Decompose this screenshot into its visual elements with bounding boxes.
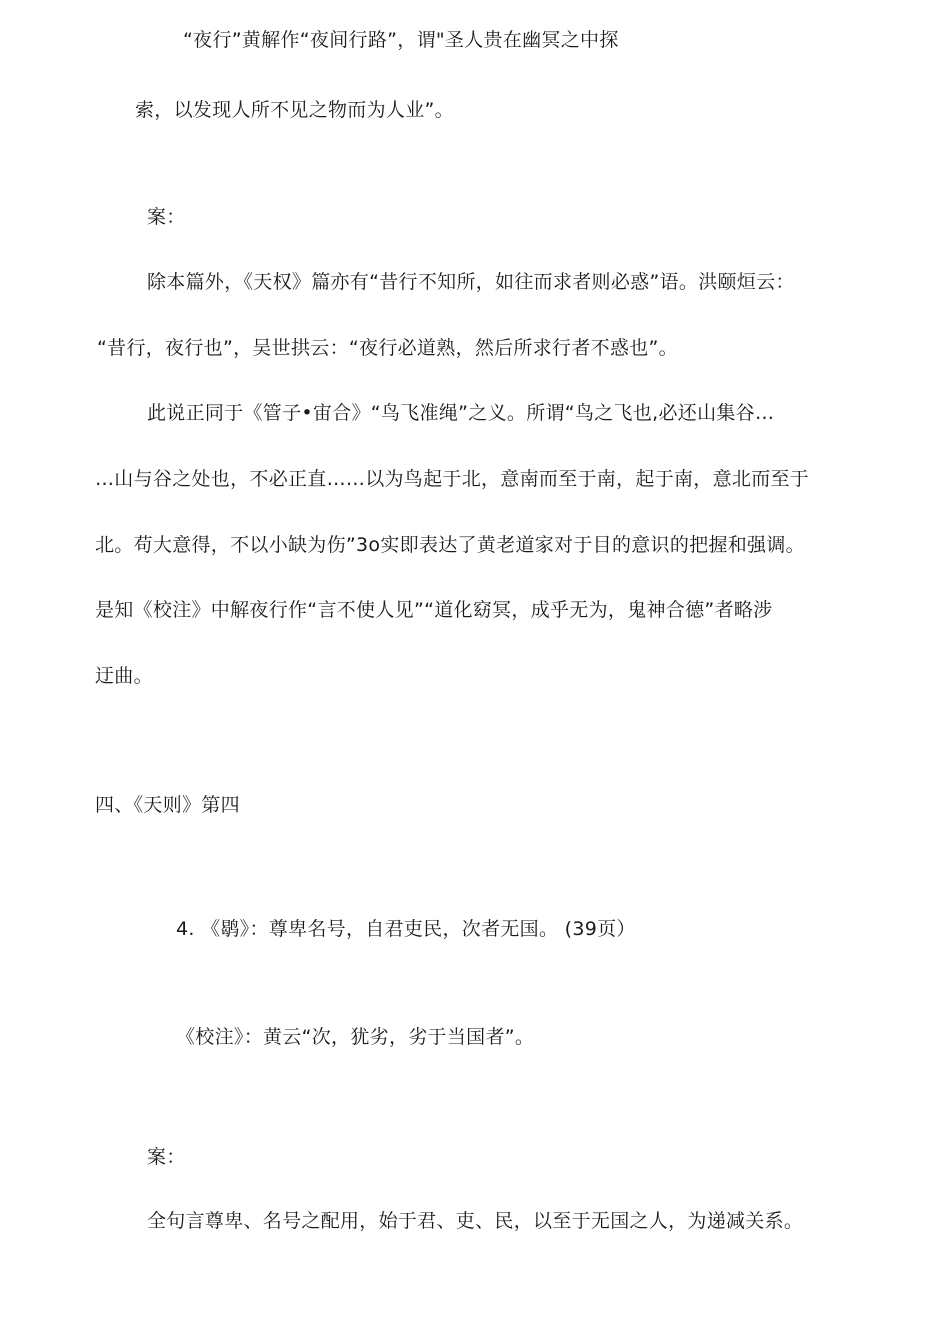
annotation-label: 案：	[147, 1146, 186, 1168]
paragraph-line: 是知《校注》中解夜行作“言不使人见”“道化窈冥，成乎无为，鬼神合德”者略涉	[95, 599, 773, 621]
paragraph-line: …山与谷之处也，不必正直……以为鸟起于北，意南而至于南，起于南，意北而至于	[95, 468, 810, 490]
list-item: 4. 《鹖》：尊卑名号，自君吏民，次者无国。 (39页）	[176, 918, 636, 940]
paragraph-line: “夜行”黄解作“夜间行路”，谓"圣人贵在幽冥之中探	[183, 29, 619, 51]
paragraph-line: 全句言尊卑、名号之配用，始于君、吏、民，以至于无国之人，为递减关系。	[147, 1210, 804, 1232]
paragraph-line: 此说正同于《管子•宙合》“鸟飞准绳”之义。所谓“鸟之飞也,必还山集谷…	[147, 402, 775, 424]
paragraph-line: 迂曲。	[95, 665, 153, 687]
paragraph-line: 索，以发现人所不见之物而为人业”。	[135, 99, 454, 121]
paragraph-line: 北。苟大意得，不以小缺为伤”3o实即表达了黄老道家对于目的意识的把握和强调。	[95, 534, 805, 556]
section-heading: 四、《天则》第四	[95, 794, 240, 816]
paragraph-line: 《校注》：黄云“次，犹劣，劣于当国者”。	[176, 1026, 535, 1048]
annotation-label: 案：	[147, 206, 186, 228]
paragraph-line: “昔行，夜行也”，吴世拱云：“夜行必道熟，然后所求行者不惑也”。	[97, 337, 678, 359]
paragraph-line: 除本篇外，《天权》篇亦有“昔行不知所，如往而求者则必惑”语。洪颐烜云：	[147, 271, 795, 293]
